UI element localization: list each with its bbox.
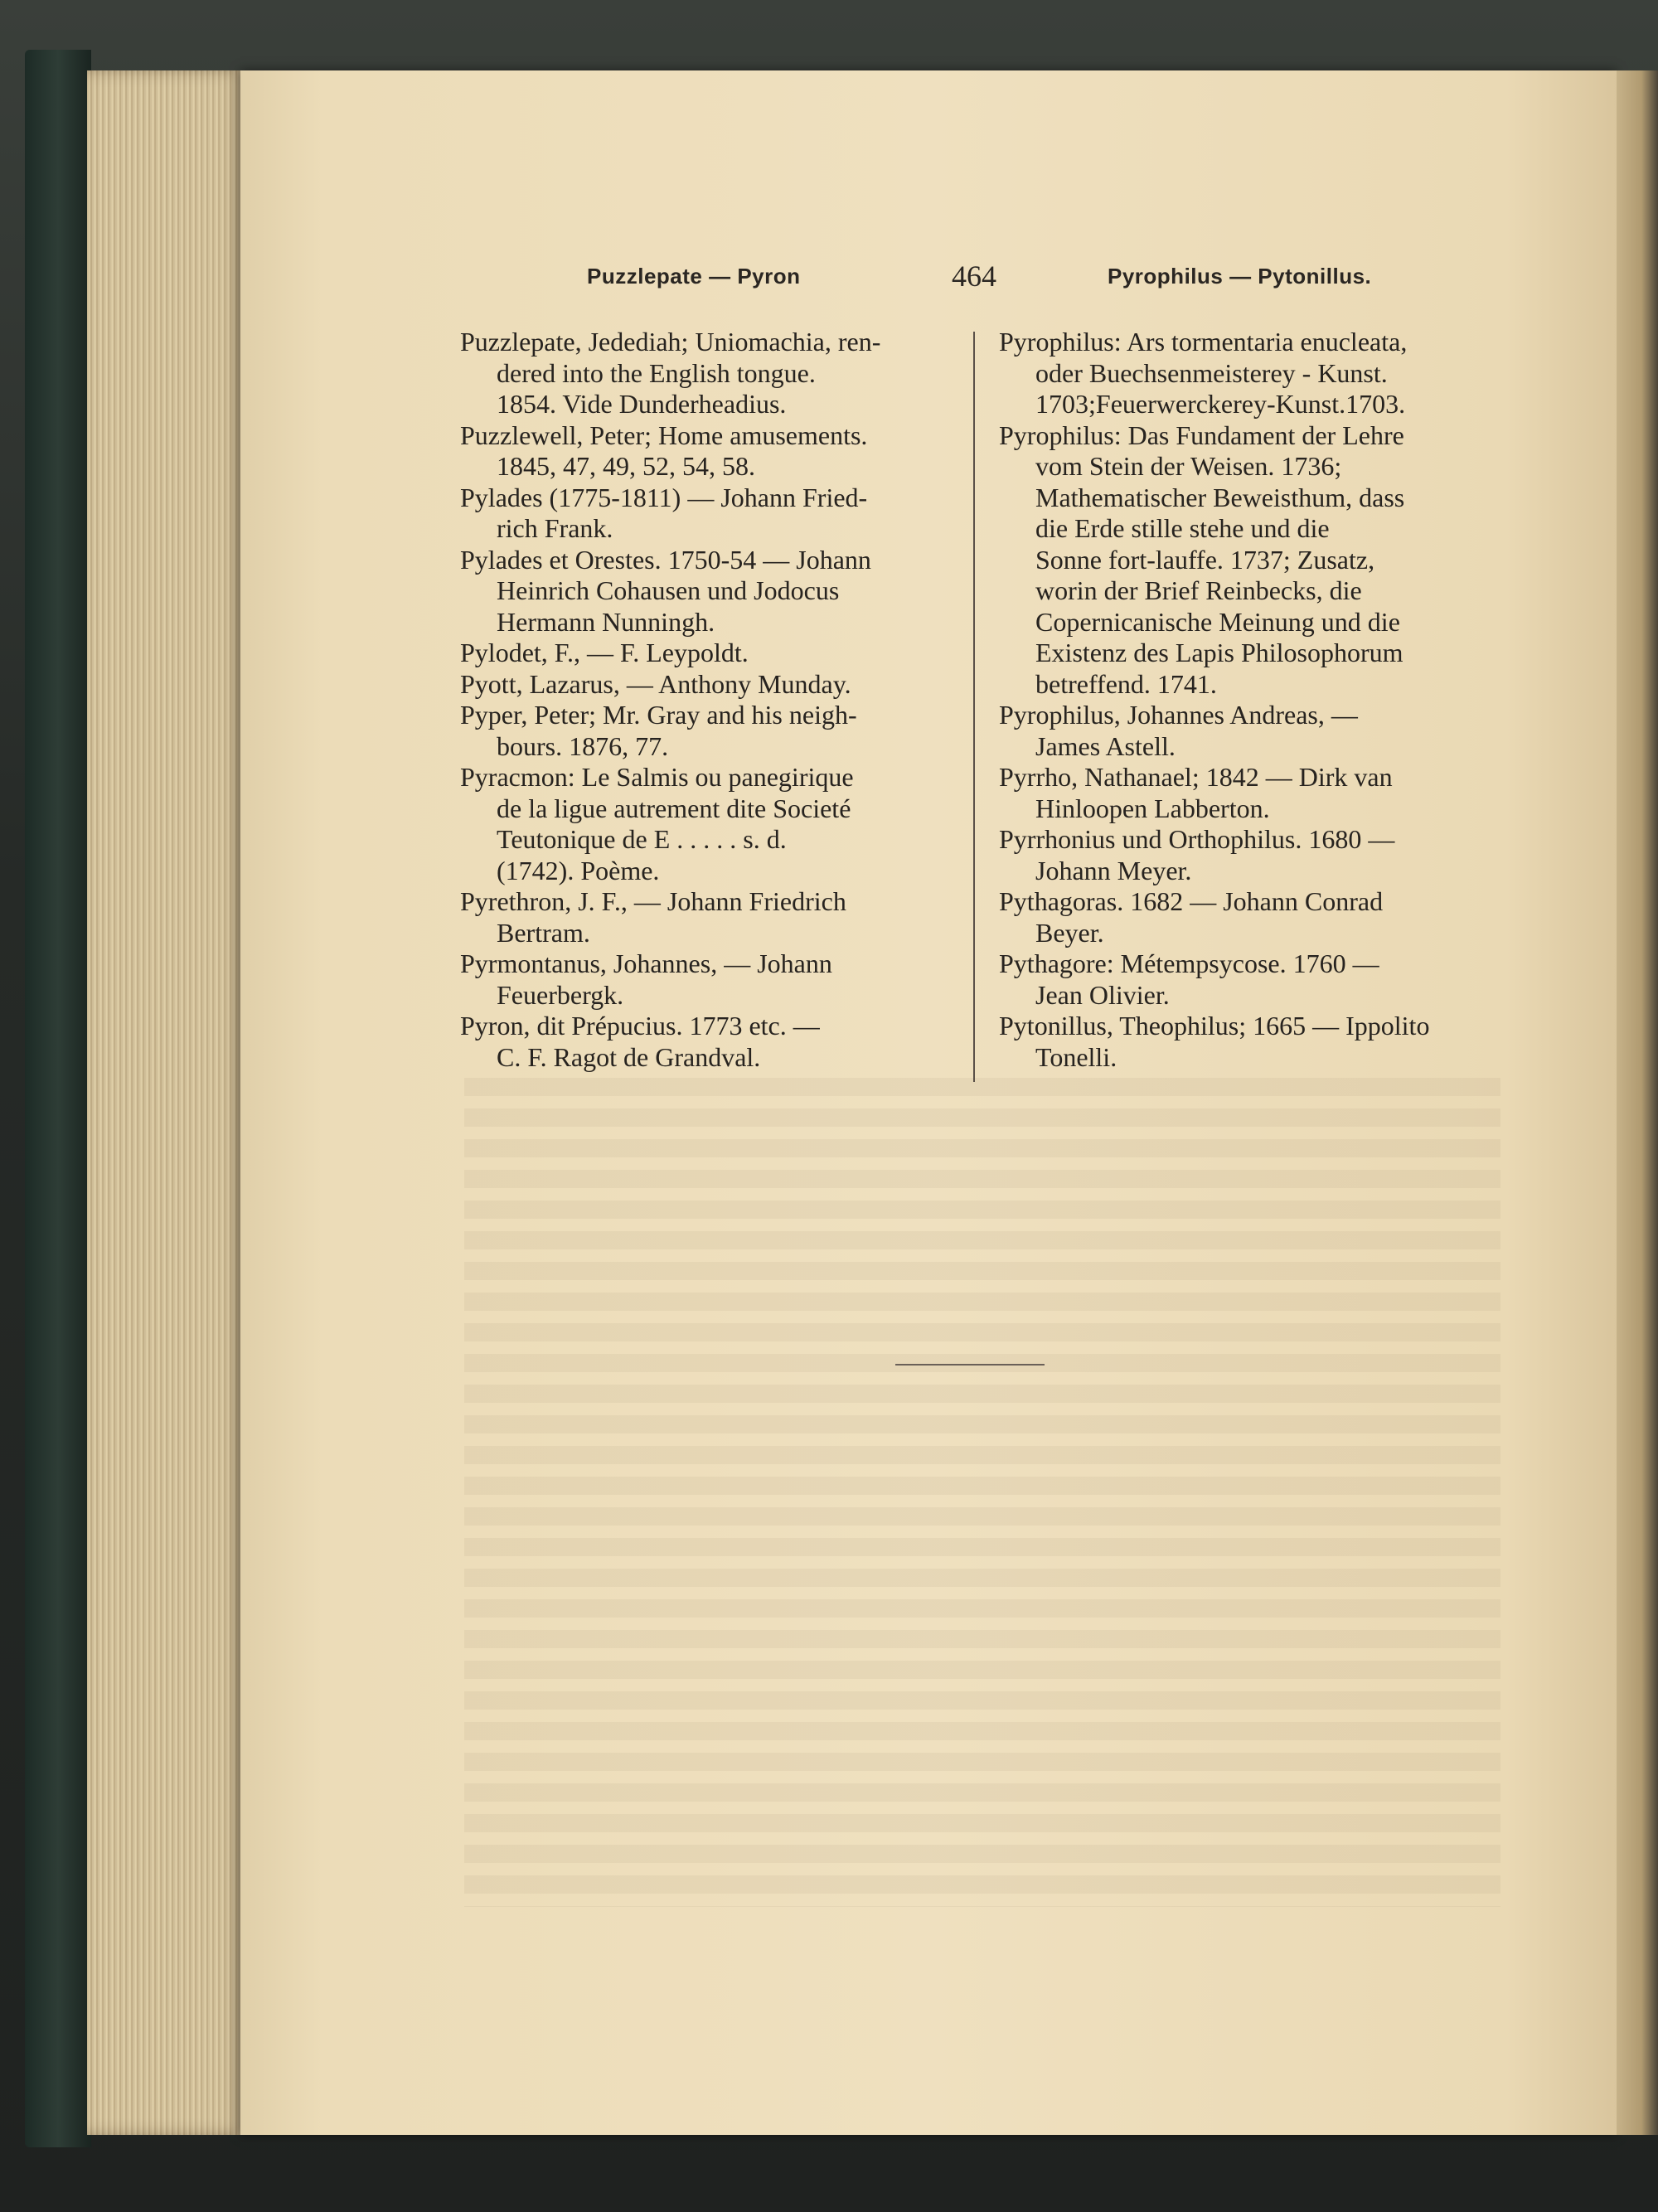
entry-heading-line: Pylodet, F., — F. Leypoldt.: [460, 638, 749, 667]
entry-heading-line: Pyron, dit Prépucius. 1773 etc. —: [460, 1011, 820, 1041]
entry-heading-line: Pytonillus, Theophilus; 1665 — Ippolito: [999, 1011, 1430, 1041]
running-head-right: Pyrophilus — Pytonillus.: [1108, 264, 1372, 289]
entry-continuation-line: Copernicanische Meinung und die: [1035, 606, 1400, 637]
page-right-shadow: [1617, 70, 1658, 2135]
index-entry: [460, 327, 949, 420]
entry-continuation-line: oder Buechsenmeisterey - Kunst.: [1035, 357, 1388, 388]
entry-continuation-line: dered into the English tongue.: [497, 357, 816, 388]
entry-continuation-line: C. F. Ragot de Grandval.: [497, 1041, 761, 1072]
running-head-left: Puzzlepate — Pyron: [587, 264, 801, 289]
entry-heading-line: Pyott, Lazarus, — Anthony Munday.: [460, 668, 851, 699]
entry-continuation-line: 1703;Feuerwerckerey-Kunst.1703.: [1035, 389, 1406, 419]
entry-continuation-line: 1845, 47, 49, 52, 54, 58.: [497, 451, 755, 481]
entry-continuation-line: betreffend. 1741.: [1035, 668, 1217, 699]
entry-continuation-line: Hermann Nunningh.: [497, 606, 715, 637]
entry-continuation-line: worin der Brief Reinbecks, die: [1035, 575, 1362, 605]
entry-continuation-line: Sonne fort-lauffe. 1737; Zusatz,: [1035, 544, 1375, 575]
entry-heading-line: Pyracmon: Le Salmis ou panegirique: [460, 762, 854, 792]
entry-continuation-line: Existenz des Lapis Philosophorum: [1035, 638, 1403, 667]
entry-continuation-line: Mathematischer Beweisthum, dass: [1035, 482, 1405, 512]
index-entry: [460, 886, 949, 948]
column-divider: [973, 332, 975, 1082]
entry-continuation-line: Heinrich Cohausen und Jodocus: [497, 575, 840, 605]
index-entry: [460, 638, 949, 669]
right-column: [999, 327, 1496, 1073]
entry-heading-line: Pyrrho, Nathanael; 1842 — Dirk van: [999, 762, 1393, 792]
index-entry: [999, 948, 1496, 1011]
entry-continuation-line: vom Stein der Weisen. 1736;: [1035, 451, 1342, 481]
entry-heading-line: Puzzlewell, Peter; Home amusements.: [460, 420, 868, 450]
index-entry: [999, 420, 1496, 701]
index-entry: [460, 948, 949, 1011]
entry-heading-line: Pylades et Orestes. 1750-54 — Johann: [460, 544, 871, 575]
index-entry: [460, 669, 949, 701]
entry-continuation-line: die Erde stille stehe und die: [1035, 513, 1330, 543]
entry-heading-line: Pyper, Peter; Mr. Gray and his neigh-: [460, 700, 857, 730]
index-entry: [999, 327, 1496, 420]
entry-heading-line: Pythagore: Métempsycose. 1760 —: [999, 948, 1379, 978]
entry-heading-line: Pylades (1775-1811) — Johann Fried-: [460, 482, 868, 512]
entry-heading-line: Pyrophilus: Ars tormentaria enucleata,: [999, 327, 1408, 357]
index-entry: [460, 762, 949, 886]
entry-heading-line: Pyrethron, J. F., — Johann Friedrich: [460, 886, 846, 916]
index-entry: [460, 1011, 949, 1073]
entry-heading-line: Pyrophilus: Das Fundament der Lehre: [999, 420, 1404, 450]
entry-continuation-line: Tonelli.: [1035, 1041, 1117, 1072]
entry-continuation-line: Feuerbergk.: [497, 979, 624, 1010]
left-column: [460, 327, 949, 1073]
index-entry: [460, 420, 949, 483]
entry-continuation-line: Bertram.: [497, 917, 590, 948]
entry-continuation-line: James Astell.: [1035, 730, 1176, 761]
entry-continuation-line: rich Frank.: [497, 513, 613, 543]
entry-continuation-line: Beyer.: [1035, 917, 1104, 948]
entry-continuation-line: Johann Meyer.: [1035, 855, 1192, 885]
entry-heading-line: Pyrophilus, Johannes Andreas, —: [999, 700, 1358, 730]
index-entry: [460, 545, 949, 638]
entry-continuation-line: 1854. Vide Dunderheadius.: [497, 389, 787, 419]
index-entry: [999, 700, 1496, 762]
entry-heading-line: Pyrrhonius und Orthophilus. 1680 —: [999, 824, 1395, 854]
entry-continuation-line: Teutonique de E . . . . . s. d.: [497, 824, 787, 854]
index-entry: [999, 886, 1496, 948]
entry-heading-line: Puzzlepate, Jedediah; Uniomachia, ren-: [460, 327, 881, 357]
entry-continuation-line: de la ligue autrement dite Societé: [497, 793, 851, 823]
index-entry: [460, 700, 949, 762]
index-entry: [460, 483, 949, 545]
entry-continuation-line: Hinloopen Labberton.: [1035, 793, 1270, 823]
book-spine-edge: [25, 50, 91, 2147]
index-entry: [999, 824, 1496, 886]
entry-continuation-line: (1742). Poème.: [497, 855, 660, 885]
entry-continuation-line: Jean Olivier.: [1035, 979, 1170, 1010]
entry-continuation-line: bours. 1876, 77.: [497, 730, 669, 761]
entry-heading-line: Pyrmontanus, Johannes, — Johann: [460, 948, 832, 978]
end-rule: [895, 1364, 1045, 1366]
show-through-texture: [464, 1078, 1500, 1907]
index-entry: [999, 1011, 1496, 1073]
entry-heading-line: Pythagoras. 1682 — Johann Conrad: [999, 886, 1384, 916]
page-stack-edges: [87, 70, 245, 2135]
page-number: 464: [952, 260, 996, 293]
index-entry: [999, 762, 1496, 824]
